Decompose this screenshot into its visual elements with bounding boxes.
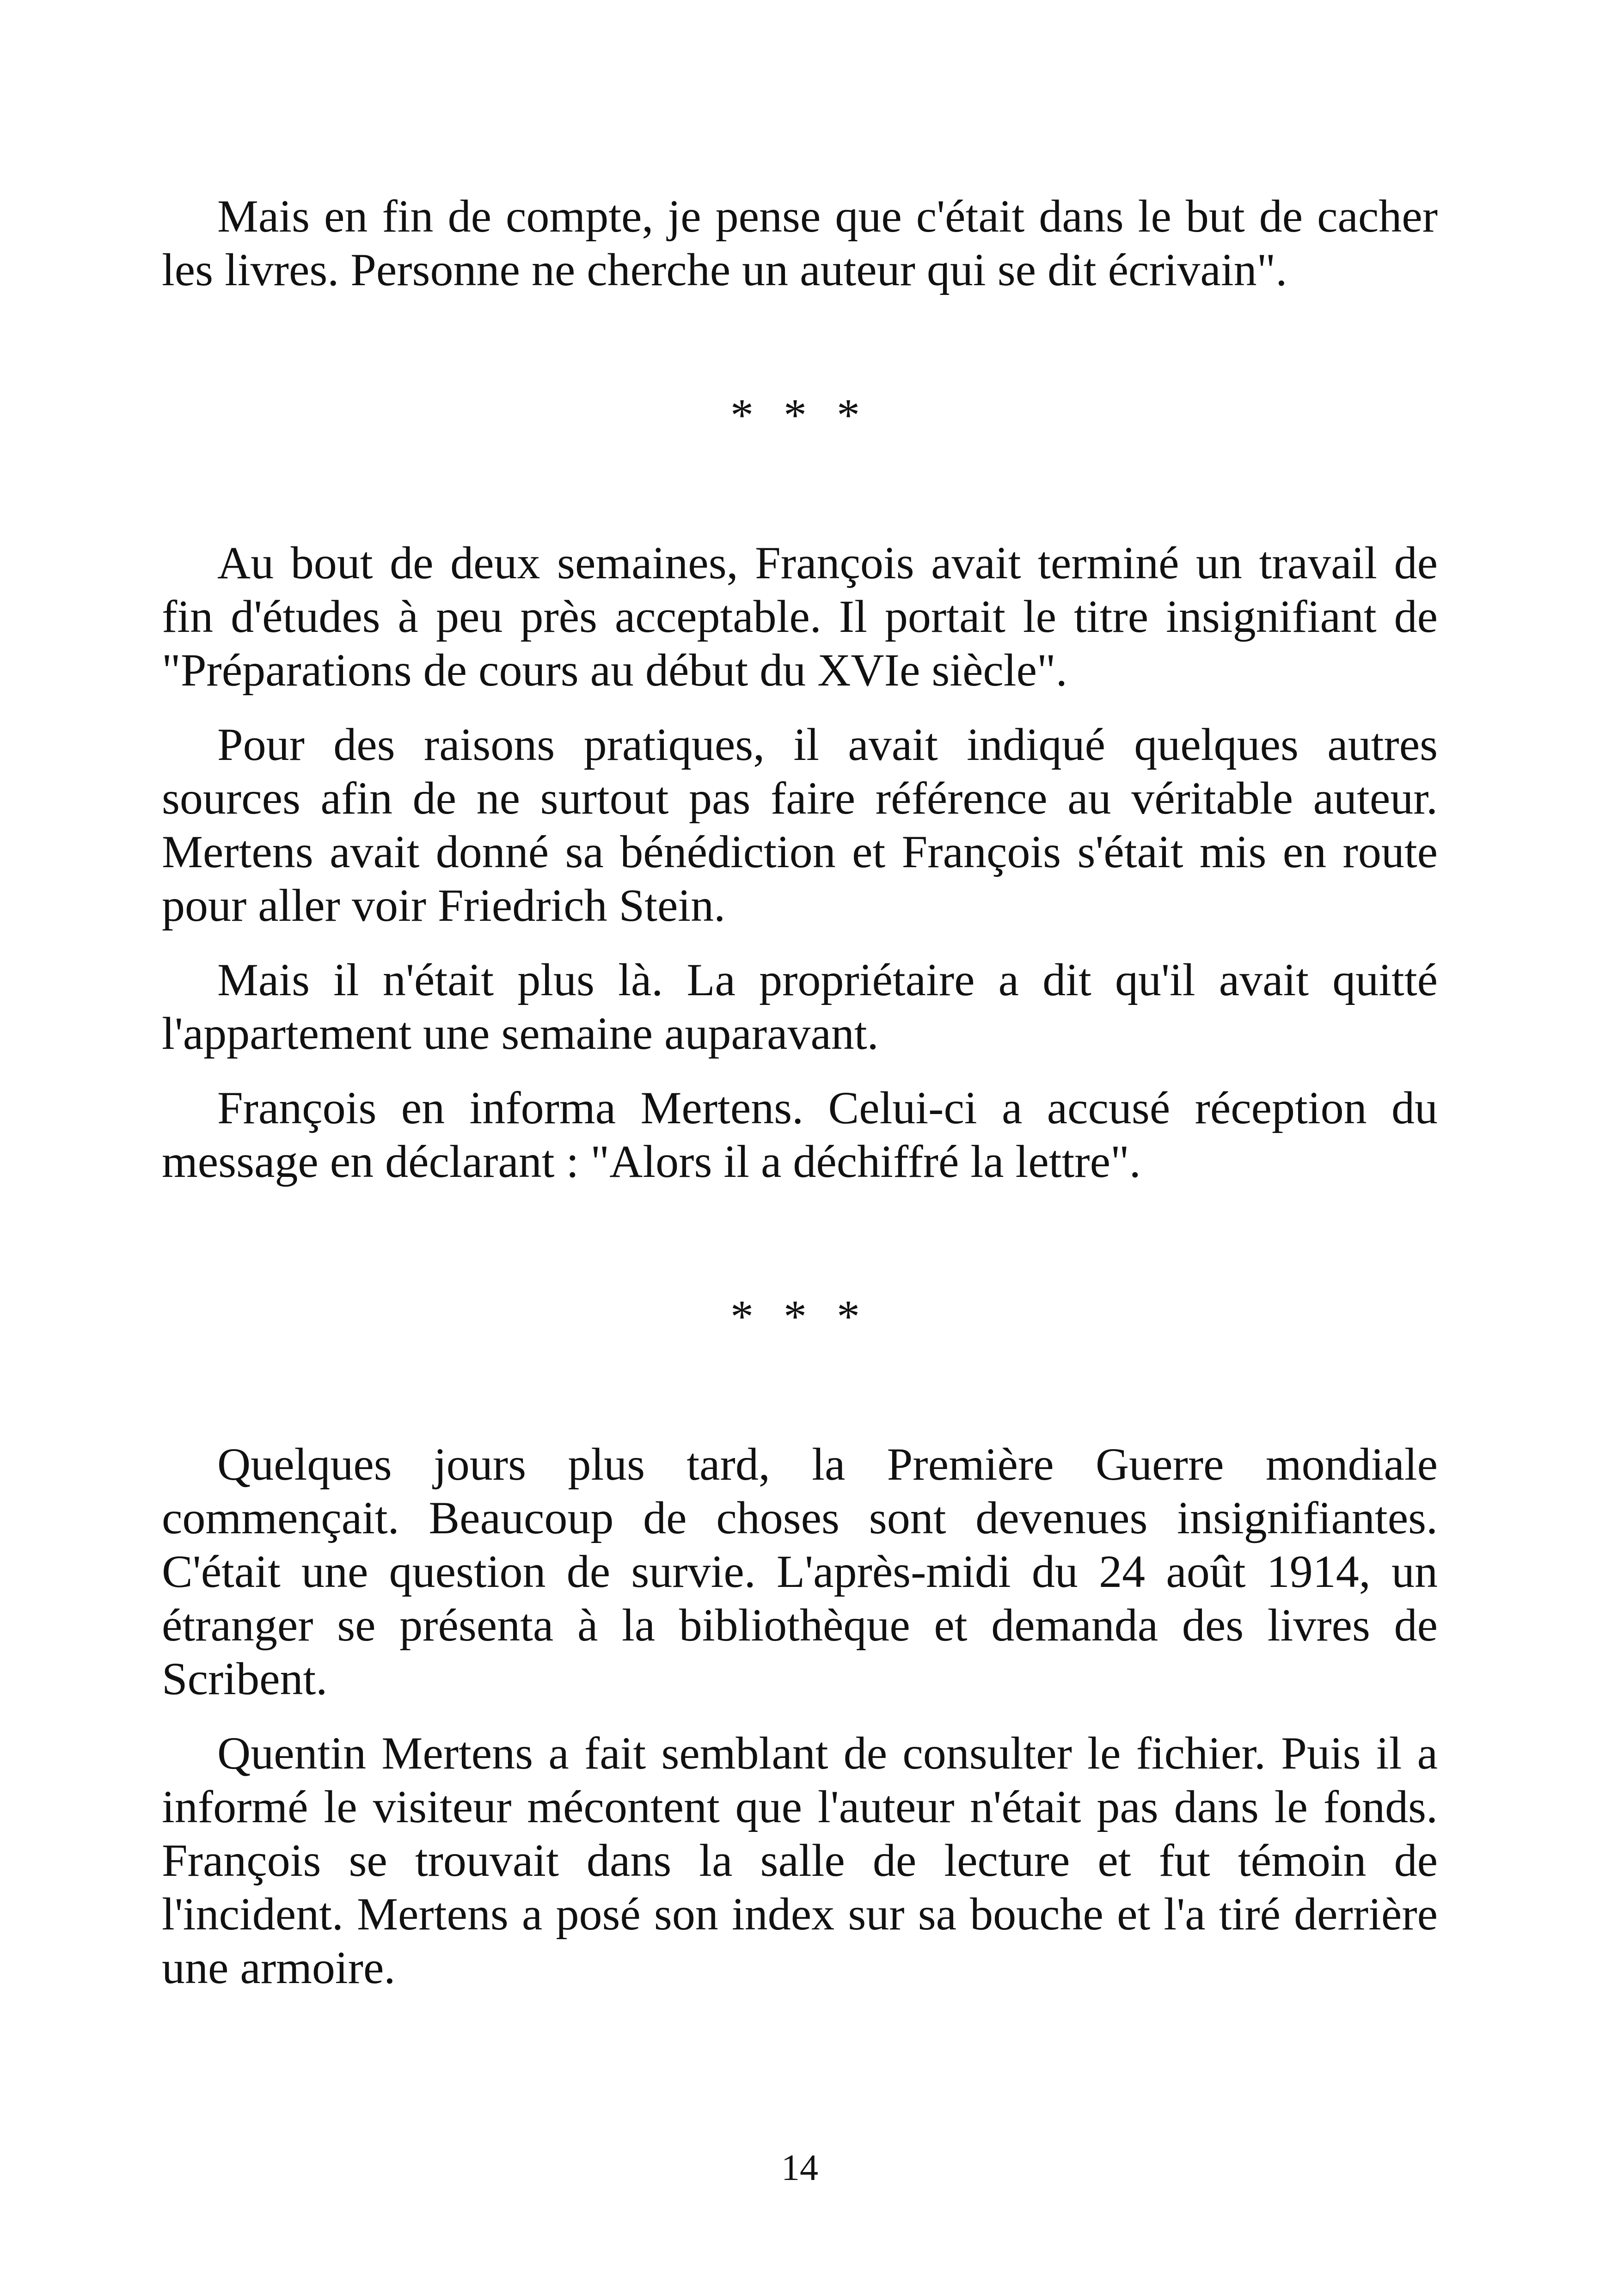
paragraph: Mais il n'était plus là. La propriétaire a dit qu'il avait quitté l'appartement une semaine auparavant. [162,954,1438,1059]
section-2 [162,536,1438,1188]
section-separator: * * * [730,389,869,441]
paragraph: Au bout de deux semaines, François avait terminé un travail de fin d'études à peu près acceptable. Il portait le titre insignifiant de "Préparations de cours au début du XVIe siècle". [162,537,1438,696]
section-1 [162,190,1438,297]
paragraph: Pour des raisons pratiques, il avait indiqué quelques autres sources afin de ne surtout pas faire référence au véritable auteur. Mertens avait donné sa bénédiction et François s'était mis en route pour aller voir Friedrich Stein. [162,719,1438,931]
section-3 [162,1438,1438,1995]
paragraph: François en informa Mertens. Celui-ci a accusé réception du message en déclarant : "Alors il a déchiffré la lettre". [162,1082,1438,1187]
paragraph: Mais en fin de compte, je pense que c'était dans le but de cacher les livres. Personne ne cherche un auteur qui se dit écrivain". [162,190,1438,295]
section-separator: * * * [730,1291,869,1342]
page-number: 14 [781,2148,818,2188]
paragraph: Quelques jours plus tard, la Première Guerre mondiale commençait. Beaucoup de choses sont devenues insignifiantes. C'était une question de survie. L'après-midi du 24 août 1914, un étranger se présenta à la bibliothèque et demanda des livres de Scribent. [162,1439,1438,1704]
paragraph: Quentin Mertens a fait semblant de consulter le fichier. Puis il a informé le visiteur mécontent que l'auteur n'était pas dans le fonds. François se trouvait dans la salle de lecture et fut témoin de l'incident. Mertens a posé son index sur sa bouche et l'a tiré derrière une armoire. [162,1727,1438,1993]
